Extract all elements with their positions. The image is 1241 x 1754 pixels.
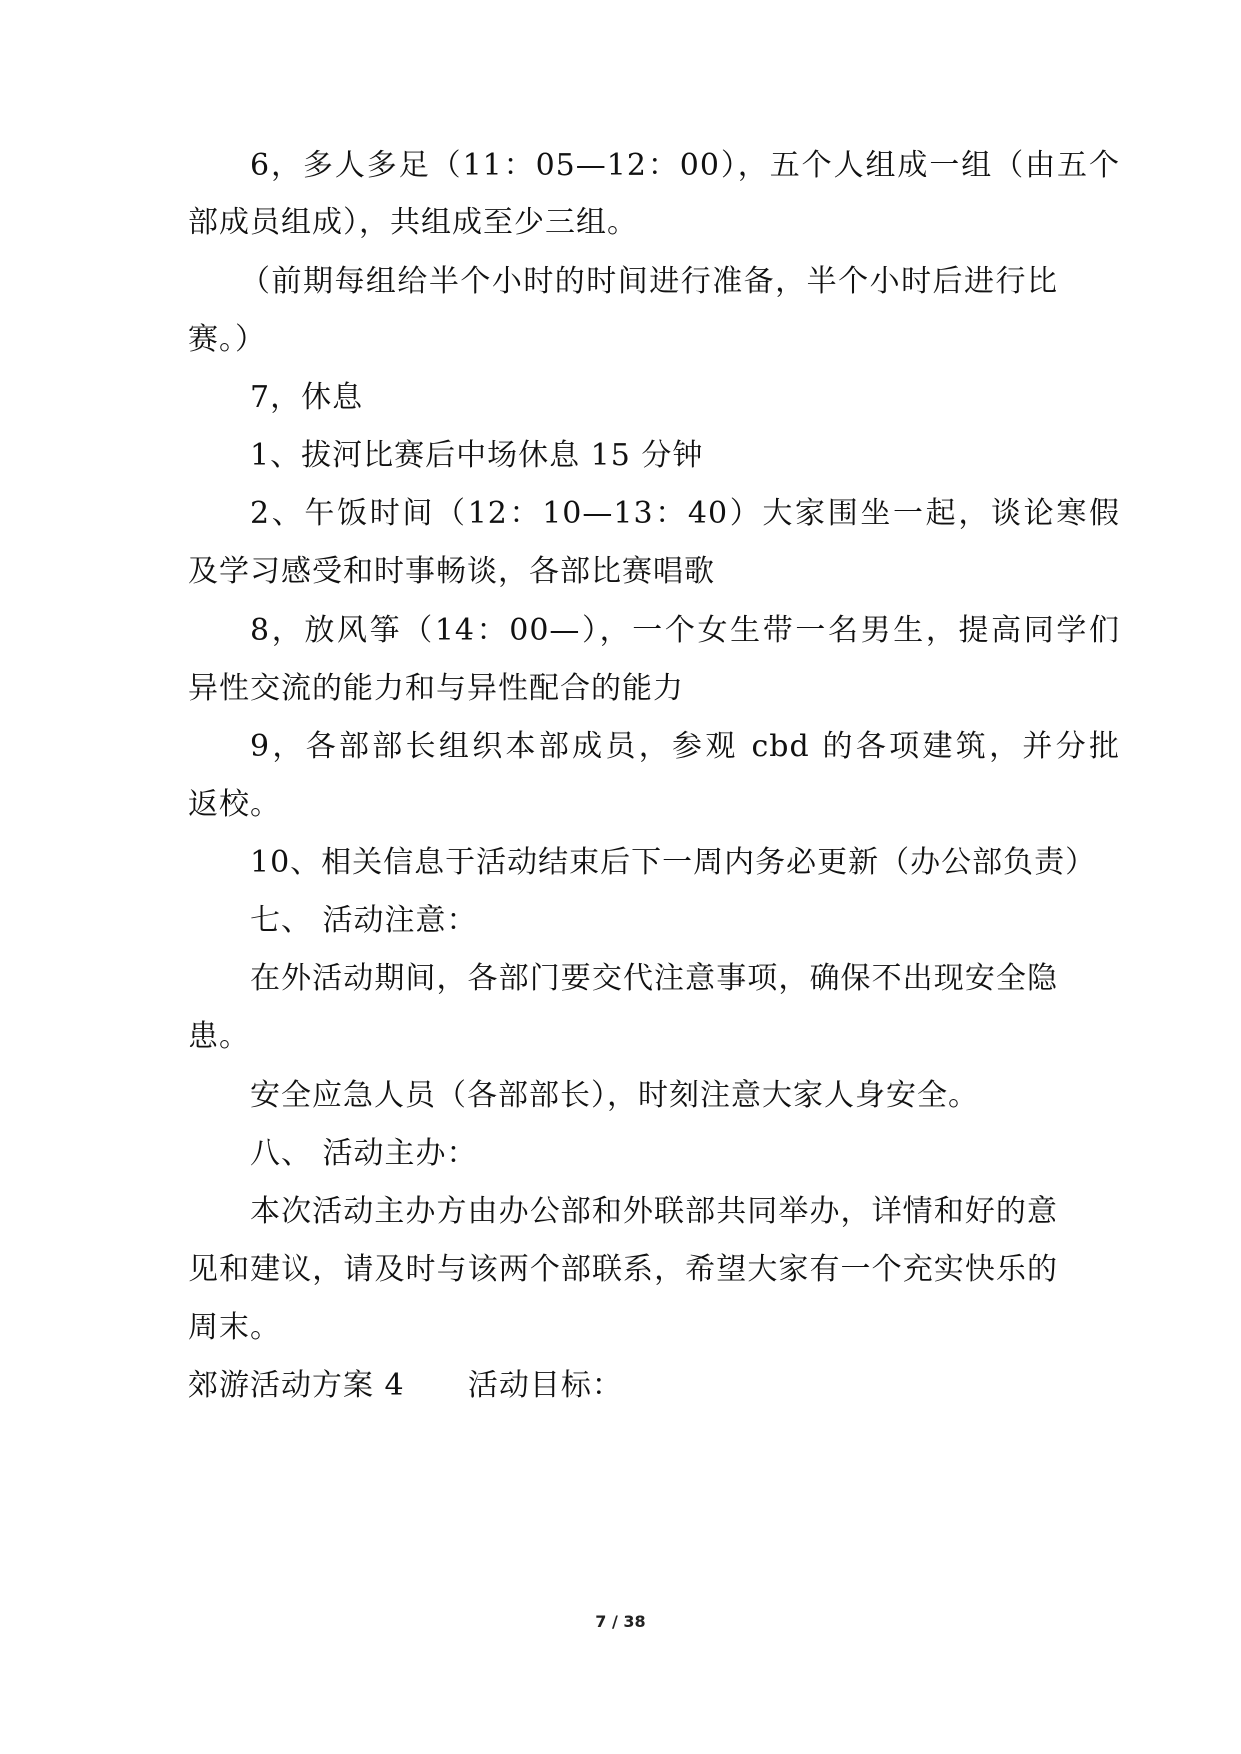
paragraph-line: （前期每组给半个小时的时间进行准备，半个小时后进行比 (240, 264, 1058, 299)
paragraph-line: 患。 (188, 1019, 250, 1054)
section-heading: 八、 活动主办： (250, 1136, 478, 1171)
paragraph-line: 9，各部部长组织本部成员，参观 cbd 的各项建筑，并分批 (250, 729, 1120, 764)
paragraph-line: 2、午饭时间（12：10—13：40）大家围坐一起，谈论寒假 (250, 496, 1120, 531)
paragraph-line: 本次活动主办方由办公部和外联部共同举办，详情和好的意 (250, 1194, 1058, 1229)
section-heading: 七、 活动注意： (250, 903, 478, 938)
section-heading: 7，休息 (250, 380, 364, 415)
paragraph-line: 8，放风筝（14：00—），一个女生带一名男生，提高同学们 (250, 613, 1120, 648)
paragraph-line: 周末。 (188, 1310, 281, 1345)
paragraph-line: 及学习感受和时事畅谈，各部比赛唱歌 (188, 554, 715, 589)
section-heading: 郊游活动方案 4 活动目标： (188, 1368, 623, 1403)
paragraph-line: 在外活动期间，各部门要交代注意事项，确保不出现安全隐 (250, 961, 1058, 996)
paragraph-line: 返校。 (188, 787, 281, 822)
page-number: 7 / 38 (595, 1612, 646, 1631)
paragraph-line: 1、拔河比赛后中场休息 15 分钟 (250, 438, 704, 473)
paragraph-line: 6，多人多足（11：05—12：00），五个人组成一组（由五个 (250, 148, 1120, 183)
paragraph-line: 赛。） (188, 322, 266, 357)
paragraph-line: 见和建议，请及时与该两个部联系，希望大家有一个充实快乐的 (188, 1252, 1058, 1287)
paragraph-line: 异性交流的能力和与异性配合的能力 (188, 671, 684, 706)
paragraph-line: 部成员组成），共组成至少三组。 (188, 205, 638, 240)
paragraph-line: 安全应急人员（各部部长），时刻注意大家人身安全。 (250, 1078, 979, 1113)
paragraph-line: 10、相关信息于活动结束后下一周内务必更新（办公部负责） (250, 845, 1097, 880)
